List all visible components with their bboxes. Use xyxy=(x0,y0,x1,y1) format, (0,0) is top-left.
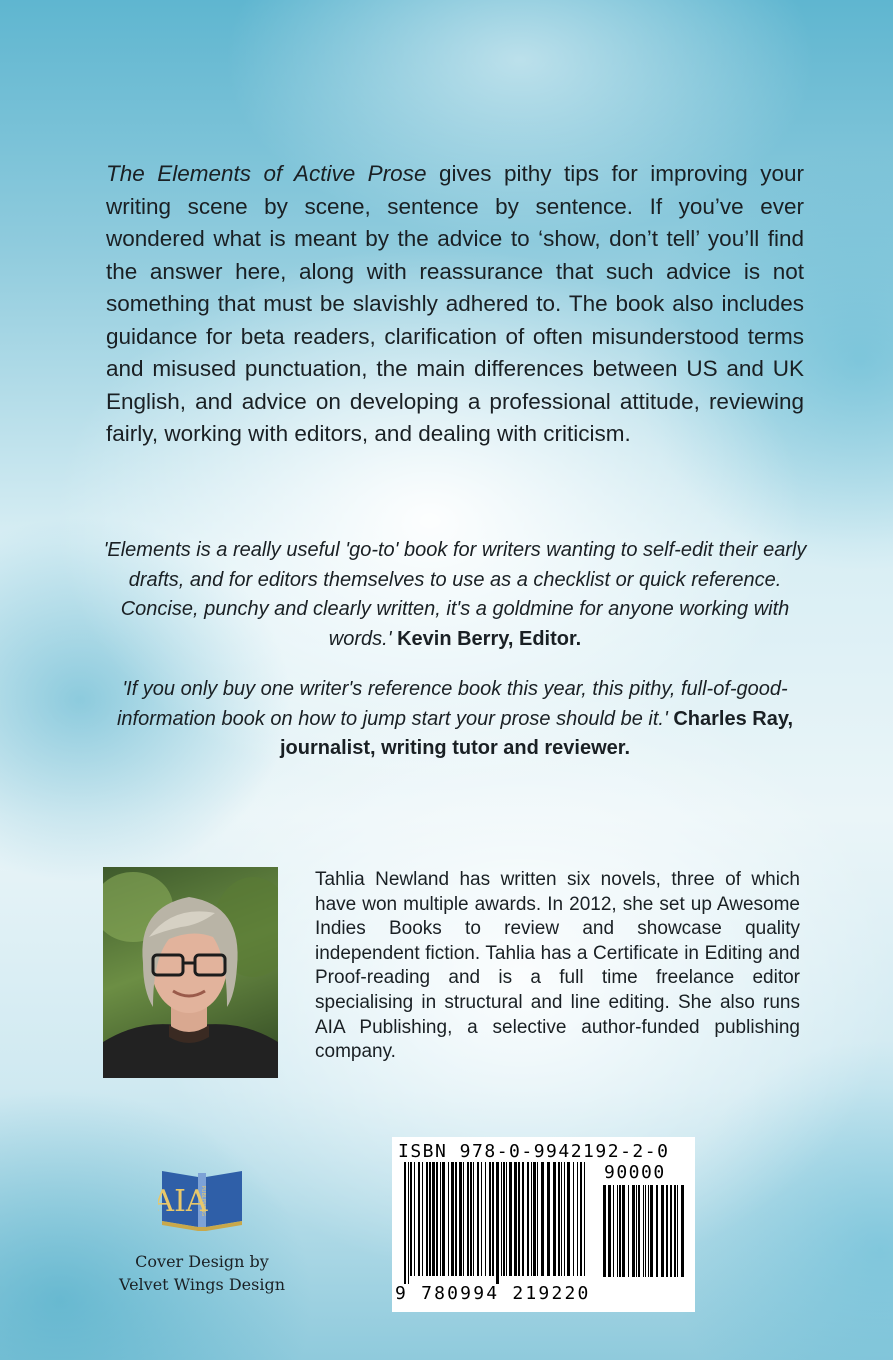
barcode-bar xyxy=(564,1162,565,1276)
barcode-bar xyxy=(619,1185,621,1277)
barcode-bar xyxy=(636,1185,637,1277)
barcode-bar xyxy=(561,1162,562,1276)
barcode-bar xyxy=(506,1162,507,1276)
barcode-bar xyxy=(638,1185,640,1277)
author-photo xyxy=(103,867,278,1078)
barcode-bar xyxy=(531,1162,532,1276)
barcode-bar xyxy=(541,1162,544,1276)
barcode-bar xyxy=(603,1185,606,1277)
barcode-bar xyxy=(547,1162,550,1276)
testimonial xyxy=(96,675,814,764)
barcode-bar xyxy=(577,1162,578,1276)
barcode-bar xyxy=(584,1162,585,1276)
barcode-bar xyxy=(489,1162,491,1276)
logo-side-text: PUBLISHING xyxy=(200,1185,206,1217)
testimonial-quote: 'If you only buy one writer's reference book this year, this pithy, full-of-good-information book on how to jump start your prose should be it.' xyxy=(116,678,788,730)
cover-credit-line: Cover Design by xyxy=(135,1252,269,1271)
book-blurb xyxy=(106,158,804,451)
barcode-bar xyxy=(533,1162,536,1276)
barcode-bar xyxy=(681,1185,684,1277)
barcode-bar xyxy=(481,1162,482,1276)
barcode-bar xyxy=(514,1162,517,1276)
blurb-text: gives pithy tips for improving your writing scene by scene, sentence by sentence. If you’ve ever wondered what is meant by the advice to ‘show, don’t tell’ you’ll find the answer here, along with reassurance that such advice is not something that must be slavishly adhered to. The book also includes guidance for beta readers, clarification of often misunderstood terms and misused punctuation, the main differences between US and UK English, and advice on developing a professional attitude, reviewing fairly, working with editors, and dealing with criticism. xyxy=(106,161,804,446)
barcode-bar xyxy=(553,1162,556,1276)
barcode-bar xyxy=(414,1162,415,1276)
barcode-bar xyxy=(580,1162,582,1276)
barcode-bar xyxy=(404,1162,406,1284)
barcode-bar xyxy=(613,1185,614,1277)
barcode-bar xyxy=(408,1162,409,1284)
barcode-bar xyxy=(501,1162,502,1276)
barcode-bar xyxy=(509,1162,512,1276)
barcode-bar xyxy=(656,1185,658,1277)
barcode-bar xyxy=(648,1185,649,1277)
barcode-bar xyxy=(440,1162,441,1276)
barcode-bar xyxy=(455,1162,457,1276)
isbn-label: ISBN 978-0-9942192-2-0 xyxy=(398,1141,670,1162)
barcode-bar xyxy=(522,1162,524,1276)
barcode-bar xyxy=(645,1185,646,1277)
barcode-bar xyxy=(436,1162,438,1276)
barcode-bar xyxy=(558,1162,560,1276)
ean-digits: 9 780994 219220 xyxy=(395,1283,591,1304)
barcode-bar xyxy=(674,1185,676,1277)
barcode-bar xyxy=(518,1162,520,1276)
logo-letters: AIA xyxy=(158,1184,208,1219)
barcode-bar xyxy=(432,1162,435,1276)
publisher-logo xyxy=(158,1165,246,1233)
barcode-bar xyxy=(661,1185,664,1277)
barcode-bar xyxy=(666,1185,668,1277)
cover-credit xyxy=(112,1250,292,1296)
barcode-bar xyxy=(617,1185,618,1277)
addon-barcode-bars-icon xyxy=(603,1185,687,1285)
barcode-bar xyxy=(567,1162,570,1276)
barcode-bar xyxy=(632,1185,635,1277)
barcode-bar xyxy=(622,1185,625,1277)
barcode-bar xyxy=(451,1162,454,1276)
barcode-bar xyxy=(643,1185,644,1277)
barcode-bar xyxy=(473,1162,474,1276)
barcode-bar xyxy=(467,1162,469,1276)
barcode-bar xyxy=(422,1162,423,1276)
book-title: The Elements of Active Prose xyxy=(106,161,427,186)
barcode-bar xyxy=(485,1162,486,1276)
barcode-bar xyxy=(527,1162,529,1276)
testimonial-attribution: Charles Ray, journalist, writing tutor and reviewer. xyxy=(279,707,794,759)
ean-barcode-bars-icon xyxy=(404,1162,590,1284)
barcode-bar xyxy=(670,1185,672,1277)
author-bio: Tahlia Newland has written six novels, three of which have won multiple awards. In 2012, she set up Awesome Indies Books to review and showcase quality independent fiction. Tahlia has a Certificate in Editing and Proof-reading and is a full time freelance editor specialising in structural and line editing. She also runs AIA Publishing, a selective author-funded publishing company. xyxy=(315,869,800,1063)
barcode-bar xyxy=(477,1162,479,1276)
barcode-bar xyxy=(628,1185,629,1277)
testimonial-attribution: Kevin Berry, Editor. xyxy=(397,627,582,650)
barcode-bar xyxy=(448,1162,449,1276)
barcode-bar xyxy=(608,1185,611,1277)
barcode-bar xyxy=(410,1162,412,1276)
barcode-bar xyxy=(537,1162,538,1276)
barcode-bar xyxy=(463,1162,464,1276)
barcode-bar xyxy=(677,1185,678,1277)
aia-publishing-logo-icon xyxy=(158,1165,246,1233)
cover-credit-line: Velvet Wings Design xyxy=(119,1275,285,1294)
author-portrait-icon xyxy=(103,867,278,1078)
barcode-bar xyxy=(503,1162,505,1276)
barcode-bar xyxy=(459,1162,462,1276)
testimonial xyxy=(96,536,814,654)
barcode-bar xyxy=(442,1162,445,1276)
barcode-bar xyxy=(429,1162,431,1276)
barcode-bar xyxy=(418,1162,420,1276)
testimonial-quote: 'Elements is a really useful 'go-to' book for writers wanting to self-edit their early drafts, and for editors themselves to use as a checklist or quick reference. Concise, punchy and clearly written, it's a goldmine for anyone working with words.' xyxy=(103,539,807,650)
barcode-bar xyxy=(496,1162,499,1284)
barcode-bar xyxy=(470,1162,472,1276)
price-code-label: 90000 xyxy=(604,1162,666,1183)
barcode-bar xyxy=(650,1185,653,1277)
barcode-bar xyxy=(573,1162,574,1276)
barcode-bar xyxy=(492,1162,494,1276)
barcode-bar xyxy=(426,1162,428,1276)
